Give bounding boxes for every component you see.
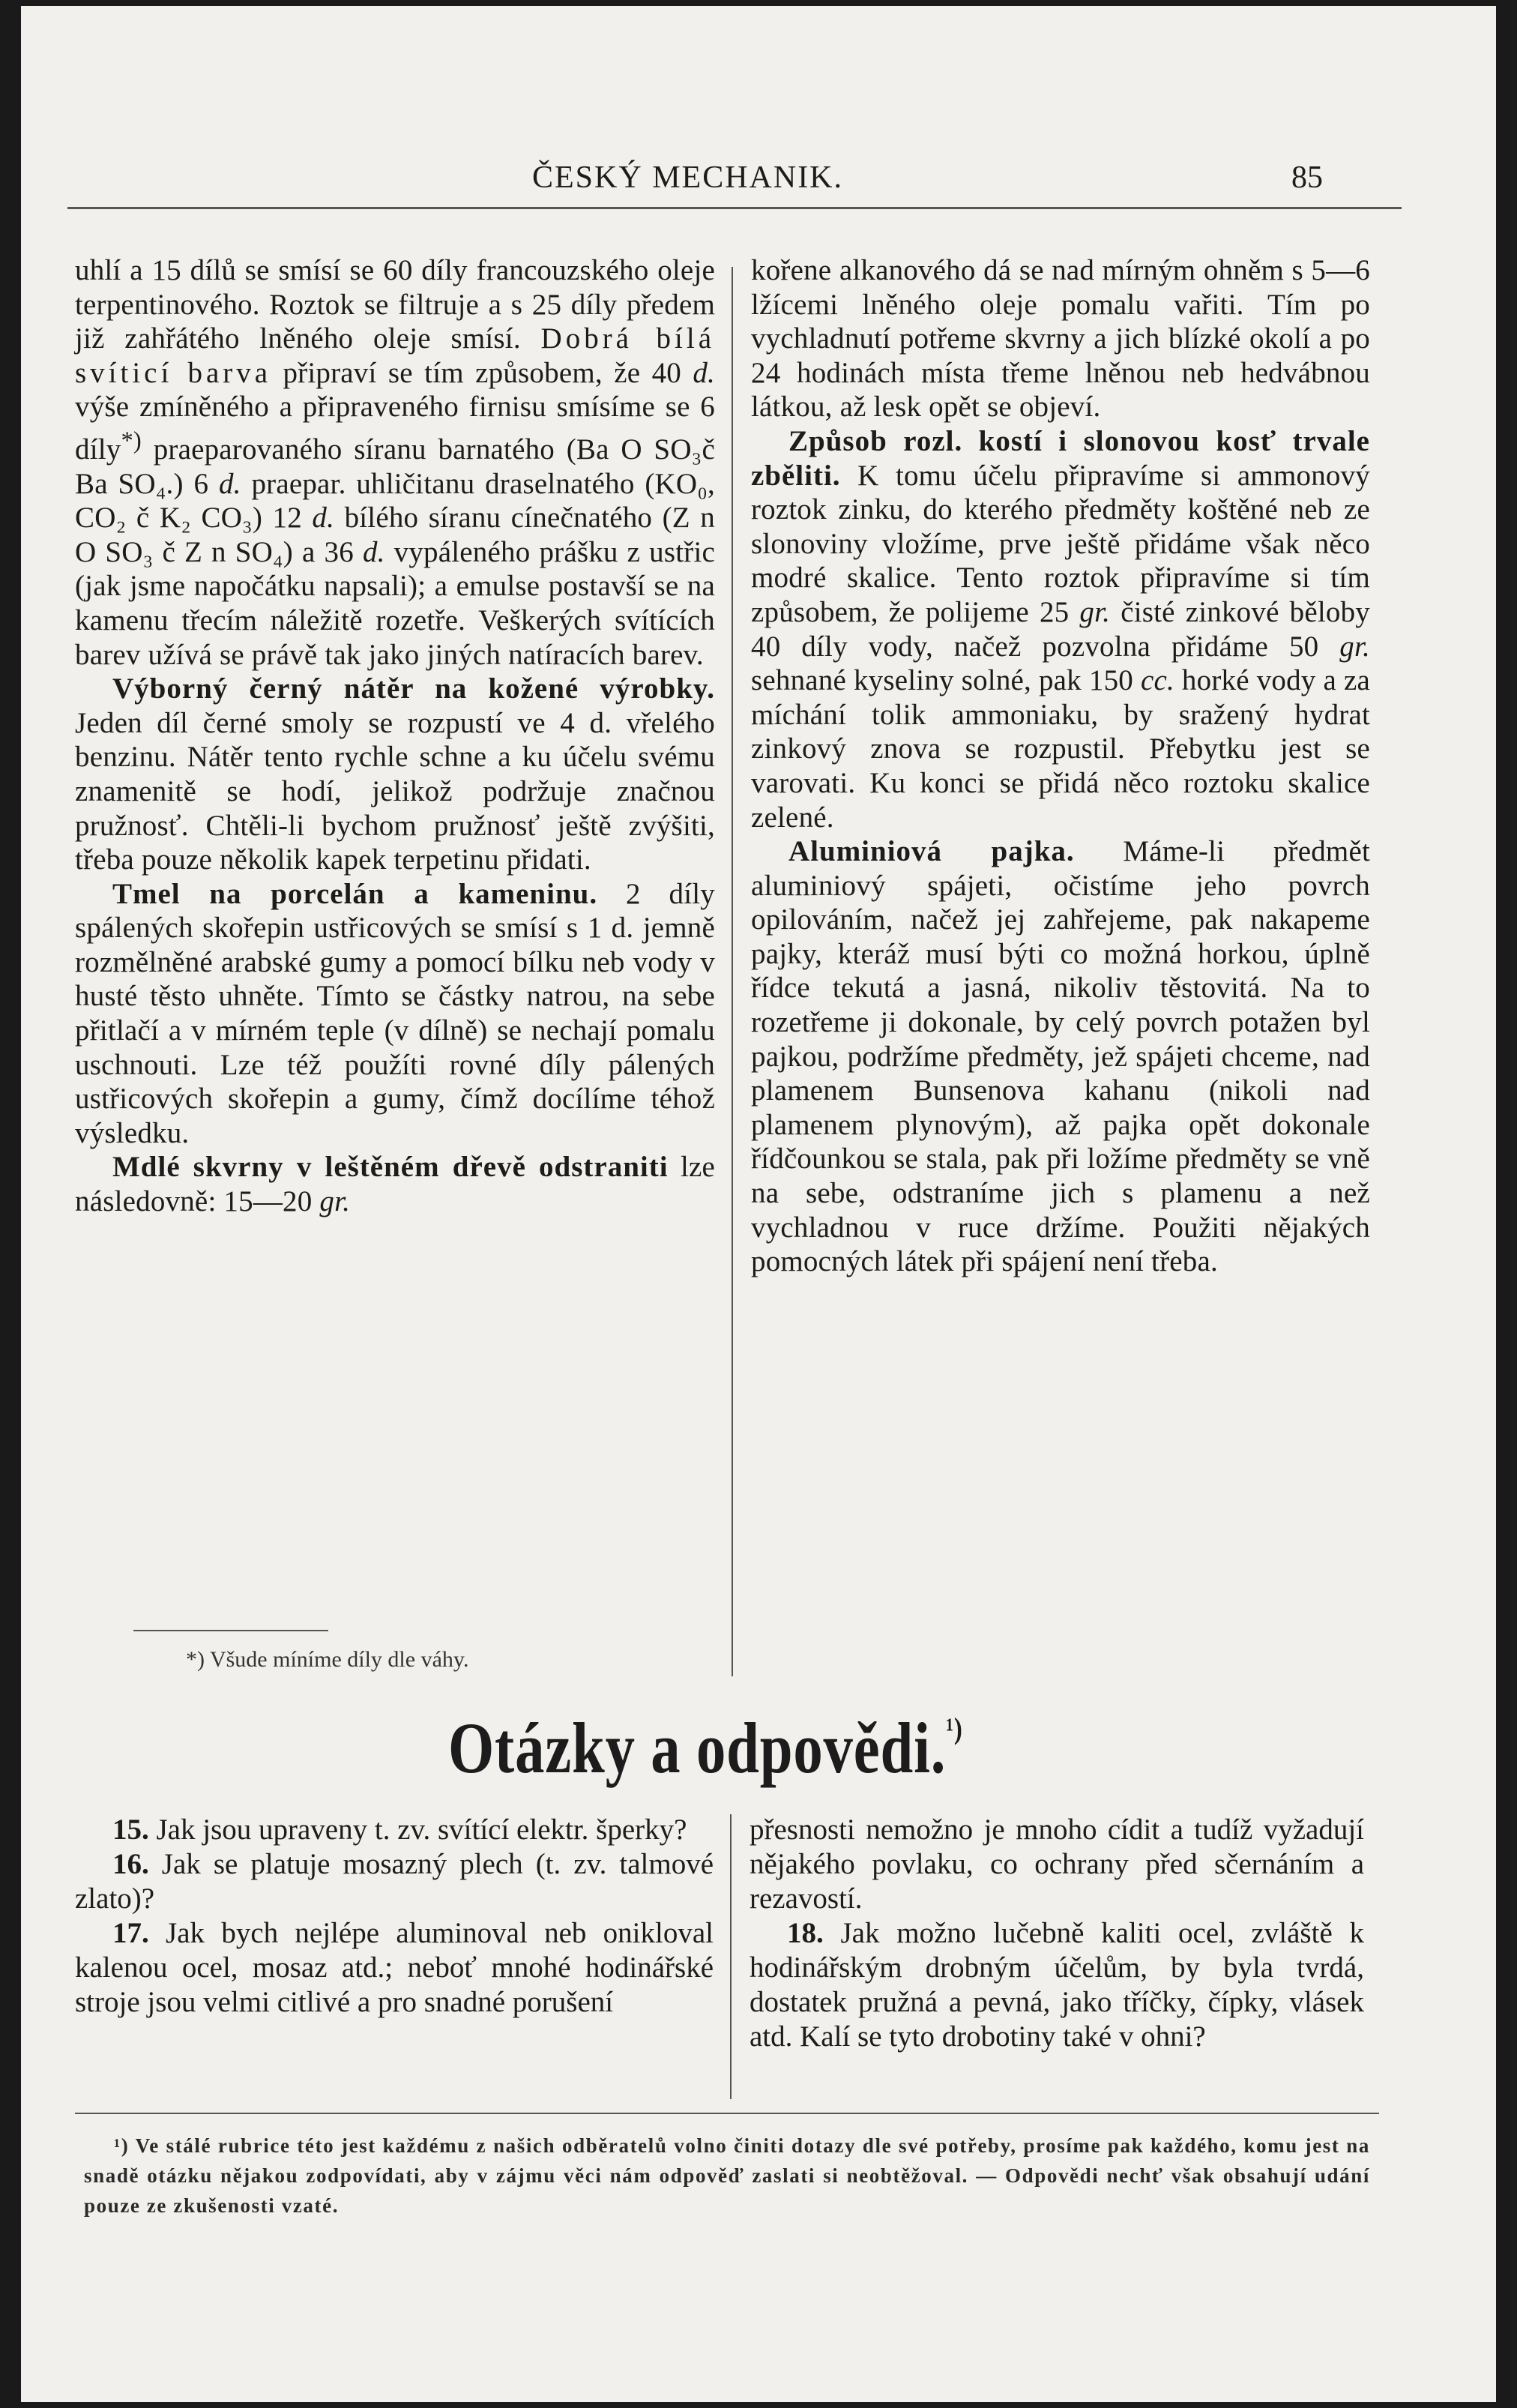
question-15 (75, 1813, 714, 1847)
question-text: přesnosti nemožno je mnoho cídit a tudíž vyžadují nějakého povlaku, co ochrany před sčernáním a rezavostí. (750, 1813, 1364, 1915)
left-column (75, 253, 715, 1219)
text-run: 2 díly spálených skořepin ustřicových se smísí s 1 d. jemně rozmělněné arabské gumy a pomocí bílku neb vody v husté těsto uhněte. Tímto se částky natrou, na sebe přitlačí a v mírném teple (v dílně) se nechají pomalu uschnouti. Lze též použíti rovné díly pálených ustřicových skořepin a gumy, čímž docílíme téhož výsledku. (75, 877, 716, 1149)
question-18 (750, 1916, 1364, 2054)
paragraph-aluminium-solder (751, 834, 1370, 1279)
text-run: lze následovně: 15—20 (75, 1151, 715, 1218)
unit-label: d. (362, 535, 385, 568)
bottom-rule (75, 2113, 1379, 2114)
unit-label: cc. (1140, 664, 1174, 697)
question-17 (75, 1916, 714, 2020)
section-heading: Výborný černý nátěr na kožené výrobky. (112, 672, 715, 705)
section-title (448, 1706, 963, 1790)
questions-left-column (75, 1813, 714, 2020)
questions-right-column (750, 1813, 1364, 2054)
unit-label: d. (218, 467, 241, 500)
formula-run: praepar. uhličitanu draselnatého (KO₀, CO₂ č K₂ CO₃) 12 (75, 467, 716, 535)
question-17-continued (750, 1813, 1364, 1916)
text-run: sehnané kyseliny solné, pak 150 (751, 664, 1133, 697)
unit-label: d. (312, 502, 335, 535)
text-run: připraví se tím způsobem, že 40 (283, 356, 681, 389)
column-divider (732, 267, 733, 1676)
footnote-mark: *) (121, 427, 142, 454)
page-header (21, 160, 1496, 205)
paragraph-bone-whitening (751, 424, 1370, 834)
formula-run: bílého síranu cínečnatého (Z n O SO₃ č Z n SO₄) a 36 (75, 502, 716, 568)
question-number: 17. (112, 1917, 149, 1949)
question-text: Jak bych nejlépe aluminoval neb onikloval kalenou ocel, mosaz atd.; neboť mnohé hodinářské stroje jsou velmi citlivé a pro snadné porušení (75, 1917, 714, 2018)
right-column (751, 253, 1370, 1279)
text-run: Jeden díl černé smoly se rozpustí ve 4 d. vřelého benzinu. Nátěr tento rychle schne a ku účelu svému znamenitě se hodí, jelikož podržuje značnou pružnosť. Chtěli-li bychom pružnosť ještě zvýšiti, třeba pouze několik kapek terpetinu přidati. (75, 706, 715, 876)
text-run: výše zmíněného a připraveného firnisu smísíme se 6 díly (75, 391, 715, 466)
section-heading: Tmel na porcelán a kameninu. (112, 877, 598, 910)
text-run: K tomu účelu připravíme si ammonový roztok zinku, do kterého předměty koštěné neb ze slonoviny vložíme, prve ještě přidáme však něco modré skalice. Tento roztok připravíme si tím způsobem, že polijeme 25 (751, 459, 1371, 628)
question-number: 15. (112, 1813, 149, 1846)
formula-run: praeparovaného síranu barnatého (Ba O SO₃č Ba SO₄.) 6 (75, 433, 715, 500)
footnote-mark: ¹) (946, 1712, 963, 1745)
questions-column-divider (730, 1814, 732, 2099)
bottom-note-text: ¹) Ve stálé rubrice této jest každému z našich odběratelů volno činiti dotazy dle své potřeby, prosíme pak každého, komu jest na snadě otázku nějakou zodpovídati, aby v zájmu věci nám odpověď zaslati si neobtěžoval. — Odpovědi nechť však obsahují udání pouze ze zkušenosti vzaté. (84, 2134, 1370, 2217)
text-run: Máme-li předmět aluminiový spájeti, očistíme jeho povrch opilováním, načež jej zahřejeme, pak nakapeme pajky, kteráž musí býti co možná horkou, úplně řídce tekutá a jasná, nikoliv těstovitá. Na to rozetřeme ji dokonale, by celý povrch potažen byl pajkou, podržíme předměty, jež spájeti chceme, nad plamenem Bunsenova kahanu (nikoli nad plamenem plynovým), až pajka opět dokonale řídčounkou se stala, pak při ložíme předměty se vně na sebe, odstraníme jich s plamenu a než vychladnou v ruce držíme. Použiti nějakých pomocných látek při spájení není třeba. (751, 835, 1371, 1278)
question-number: 18. (787, 1917, 824, 1949)
text-run: čisté zinkové běloby 40 díly vody, načež pozvolna přidáme 50 (751, 595, 1370, 663)
paragraph-black-coating (75, 672, 715, 877)
unit-label: d. (693, 356, 716, 389)
left-footnote: *) Všude míníme díly dle váhy. (186, 1647, 469, 1672)
paragraph-wood-stains (75, 1150, 715, 1218)
paragraph-alkanna (751, 253, 1370, 424)
section-heading: Způsob rozl. kostí i slonovou kosť trvale zběliti. (751, 424, 1370, 492)
page-number: 85 (1291, 160, 1323, 195)
bottom-note (84, 2131, 1370, 2221)
section-heading: Mdlé skvrny v leštěném dřevě odstraniti (112, 1151, 669, 1184)
question-text: Jak možno lučebně kaliti ocel, zvláště k hodinářským drobným účelům, by byla tvrdá, dostatek pružná a pevná, jako tříčky, čípky, vlásek atd. Kalí se tyto drobotiny také v ohni? (750, 1917, 1364, 2053)
text-run: uhlí a 15 dílů se smísí se 60 díly francouzského oleje terpentinového. Roztok se filtruje a s 25 díly předem již zahřátého lněného oleje smísí. (75, 254, 715, 355)
page-sheet (21, 6, 1496, 2402)
header-rule (67, 207, 1402, 209)
question-number: 16. (112, 1848, 149, 1880)
running-head: ČESKÝ MECHANIK. (532, 160, 844, 195)
question-text: Jak se platuje mosazný plech (t. zv. talmové zlato)? (75, 1848, 714, 1915)
section-title-text: Otázky a odpovědi. (448, 1708, 947, 1788)
paragraph-porcelain-cement (75, 877, 715, 1151)
emphasis-run: Dobrá bílá svíticí barva (75, 322, 715, 389)
unit-label: gr. (319, 1185, 351, 1218)
question-text: Jak jsou upraveny t. zv. svítící elektr. šperky? (156, 1813, 687, 1846)
unit-label: gr. (1339, 630, 1370, 663)
text-run: horké vody a za míchání tolik ammoniaku, by sražený hydrat zinkový znova se rozpustil. Přebytku jest se varovati. Ku konci se přidá něco roztoku skalice zelené. (751, 664, 1370, 834)
unit-label: gr. (1079, 595, 1111, 628)
text-run: kořene alkanového dá se nad mírným ohněm s 5—6 lžícemi lněného oleje pomalu vařiti. Tím po vychladnutí potřeme skvrny a jich blízké okolí a po 24 hodinách místa třeme lněnou neb hedvábnou látkou, až lesk opět se objeví. (751, 254, 1370, 424)
question-16 (75, 1847, 714, 1916)
section-heading: Aluminiová pajka. (788, 835, 1075, 868)
text-run: vypáleného prášku z ustřic (jak jsme napočátku napsali); a emulse postavší se na kamenu třecím náležitě rozetře. Veškerých svítících barev užívá se právě tak jako jiných natíracích barev. (75, 535, 716, 671)
paragraph-luminous-paint (75, 253, 715, 672)
left-footnote-rule (133, 1630, 328, 1631)
